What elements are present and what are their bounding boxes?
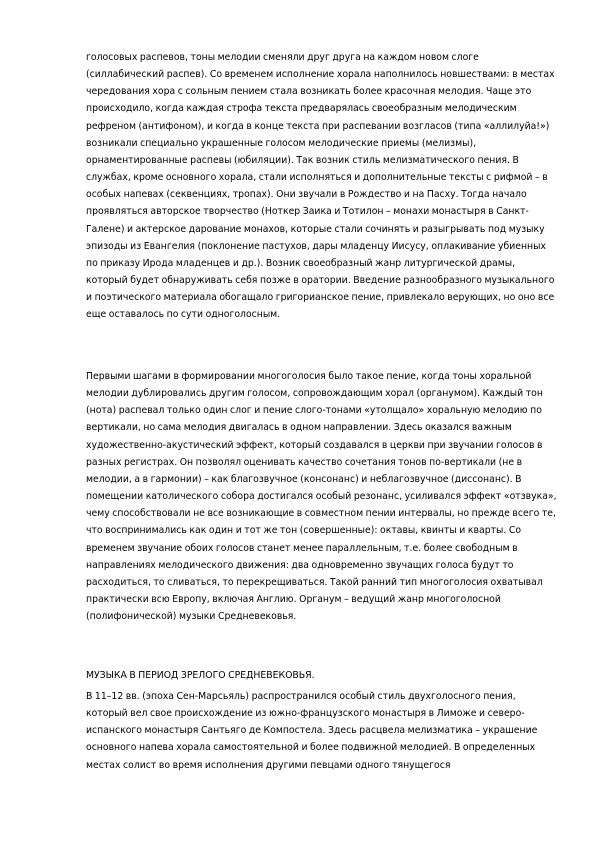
body-paragraph-2: Первыми шагами в формировании многоголосия было такое пение, когда тоны хоральной мелодии дублировались другим голосом, сопровождающим хорал (органумом). Каждый тон (нота) распевал только один слог и пение слого-тонами «утолщало» хоральную мелодию по вертикали, но сама мелодия двигалась в одном направлении. Здесь оказался важным художественно-акустический эффект, который создавался в церкви при звучании голосов в разных регистрах. Он позволял оценивать качество сочетания тонов по-вертикали (не в мелодии, а в гармонии) – как благозвучное (консонанс) и неблагозвучное (диссонанс). В помещении католического собора достигался особый резонанс, усиливался эффект «отзвука», чему способствовали не все возникающие в совместном пении интервалы, но прежде всего те, что воспринимались как один и тот же тон (совершенные): октавы, квинты и кварты. Со временем звучание обоих голосов станет менее параллельным, т.е. более свободным в направлениях мелодического движения: два одновременно звучащих голоса будут то расходиться, то сливаться, то перекрещиваться. Такой ранний тип многоголосия охватывал практически всю Европу, включая Англию. Органум – ведущий жанр многоголосной (полифонической) музыки Средневековья. bbox=[86, 371, 557, 623]
body-paragraph-3: В 11–12 вв. (эпоха Сен-Марсьяль) распространился особый стиль двухголосного пения, который вел свое происхождение из южно-французского монастыря в Лиможе и северо-испанского монастыря Сантьяго де Компостела. Здесь расцвела мелизматика – украшение основного напева хорала самостоятельной и более подвижной мелодией. В определенных местах солист во время исполнения другими певцами одного тянущегося bbox=[86, 691, 538, 771]
section-heading: МУЗЫКА В ПЕРИОД ЗРЕЛОГО СРЕДНЕВЕКОВЬЯ. bbox=[86, 670, 315, 681]
body-paragraph-1: голосовых распевов, тоны мелодии сменяли друг друга на каждом новом слоге (силлабический распев). Со временем исполнение хорала наполнилось новшествами: в местах чередования хора с сольным пением стала возникать более красочная мелодия. Чаще это происходило, когда каждая строфа текста предварялась своеобразным мелодическим рефреном (антифоном), и когда в конце текста при распевании возгласов (типа «аллилуйа!») возникали специально украшенные голосом мелодические приемы (мелизмы), орнаментированные распевы (юбиляции). Так возник стиль мелизматического пения. В службах, кроме основного хорала, стали исполняться и дополнительные тексты с рифмой – в особых напевах (секвенциях, тропах). Они звучали в Рождество и на Пасху. Тогда начало проявляться авторское творчество (Ноткер Заика и Тотилон – монахи монастыря в Санкт-Галене) и актерское дарование монахов, которые стали сочинять и разыгрывать под музыку эпизоды из Евангелия (поклонение пастухов, дары младенцу Иисусу, оплакивание убиенных по приказу Ирода младенцев и др.). Возник своеобразный жанр литургической драмы, который будет обнаруживать себя позже в оратории. Введение разнообразного музыкального и поэтического материала обогащало григорианское пение, привлекало верующих, но оно все еще оставалось по сути одноголосным. bbox=[86, 52, 555, 321]
